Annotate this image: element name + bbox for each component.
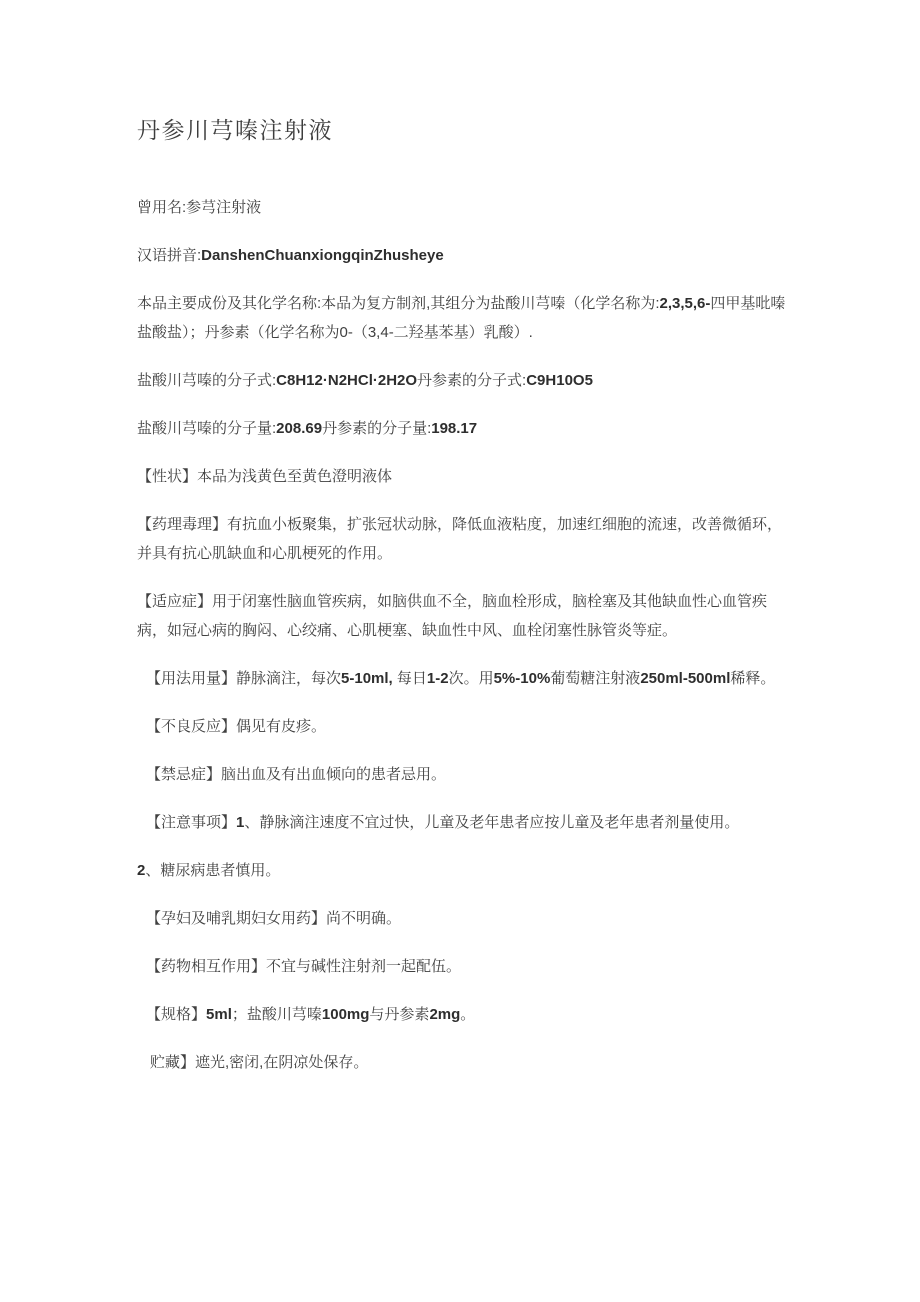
paragraph-contraindications [137,760,790,789]
text-run-bold: 5ml [206,1006,232,1023]
text-run-bold: DanshenChuanxiongqinZhusheye [201,247,444,264]
document-body [137,193,790,1077]
text-run-bold: 100mg [321,1006,370,1023]
text-run-bold: 2mg [429,1006,461,1023]
text-run: 每日 [392,670,427,687]
text-run: 【适应症】用于闭塞性脑血管疾病，如脑供血不全，脑血栓形成，脑栓塞及其他缺血性心血管疾病，如冠心病的胸闷、心绞痛、心肌梗塞、缺血性中风、血栓闭塞性脉管炎等症。 [137,593,768,639]
text-run: 与丹参素 [369,1006,430,1023]
text-run: 次。用 [448,670,494,687]
text-run: 【药理毒理】有抗血小板聚集，扩张冠状动脉，降低血液粘度，加速红细胞的流速，改善微循环，并具有抗心肌缺血和心肌梗死的作用。 [137,516,783,562]
text-run-bold: 1 [236,814,245,831]
paragraph-molecular-formula [137,366,790,395]
text-run-bold: 1-2 [426,670,449,687]
text-run: 、糖尿病患者慎用。 [145,862,281,879]
text-run: 贮藏】遮光,密闭,在阴凉处保存。 [150,1054,369,1071]
text-run: 盐酸川芎嗪的分子式: [137,372,277,389]
text-run: 。 [460,1006,476,1023]
paragraph-indications [137,587,790,645]
text-run: 四甲基吡嗪盐酸盐）；丹参素（化学名称为0-（3,4-二羟基苯基）乳酸）. [137,295,786,341]
text-run: 【规格】 [146,1006,207,1023]
paragraph-molecular-weight [137,414,790,443]
paragraph-specification [137,1000,790,1029]
text-run-bold: C9H10O5 [526,372,593,389]
paragraph-storage [137,1048,790,1077]
paragraph-former-name [137,193,790,222]
text-run: 【性状】本品为浅黄色至黄色澄明液体 [137,468,393,485]
text-run: 曾用名:参芎注射液 [137,199,262,216]
paragraph-precautions-item-1 [137,808,790,837]
text-run-bold: C8H12·N2HCl·2H2O [276,372,418,389]
text-run-bold: 2 [137,862,146,879]
text-run: 【禁忌症】脑出血及有出血倾向的患者忌用。 [146,766,447,783]
paragraph-pharmacology-toxicology [137,510,790,568]
paragraph-main-ingredients [137,289,790,347]
paragraph-precautions-item-2 [137,856,790,885]
text-run: ；盐酸川芎嗪 [231,1006,322,1023]
text-run: 【不良反应】偶见有皮疹。 [146,718,327,735]
text-run: 丹参素的分子量: [322,420,432,437]
text-run: 【用法用量】静脉滴注，每次 [146,670,342,687]
paragraph-drug-interactions [137,952,790,981]
text-run-bold: 2,3,5,6- [659,295,711,312]
paragraph-adverse-reactions [137,712,790,741]
text-run: 盐酸川芎嗪的分子量: [137,420,277,437]
paragraph-dosage-administration [137,664,790,693]
text-run: 【孕妇及哺乳期妇女用药】尚不明确。 [146,910,402,927]
text-run-bold: 250ml-500ml [640,670,731,687]
text-run: 葡萄糖注射液 [550,670,641,687]
text-run-bold: 5-10ml, [341,670,393,687]
paragraph-pinyin [137,241,790,270]
text-run-bold: 198.17 [431,420,478,437]
text-run-bold: 5%-10% [493,670,551,687]
paragraph-properties [137,462,790,491]
text-run: 丹参素的分子式: [417,372,527,389]
document-title: 丹参川芎嗪注射液 [137,117,333,143]
text-run: 本品主要成份及其化学名称:本品为复方制剂,其组分为盐酸川芎嗪（化学名称为: [137,295,660,312]
text-run: 稀释。 [730,670,776,687]
text-run: 【药物相互作用】不宜与碱性注射剂一起配伍。 [146,958,462,975]
text-run-bold: 208.69 [276,420,323,437]
text-run: 汉语拼音: [137,247,202,264]
text-run: 【注意事项】 [146,814,237,831]
paragraph-pregnancy-lactation [137,904,790,933]
text-run: 、静脉滴注速度不宜过快，儿童及老年患者应按儿童及老年患者剂量使用。 [244,814,740,831]
